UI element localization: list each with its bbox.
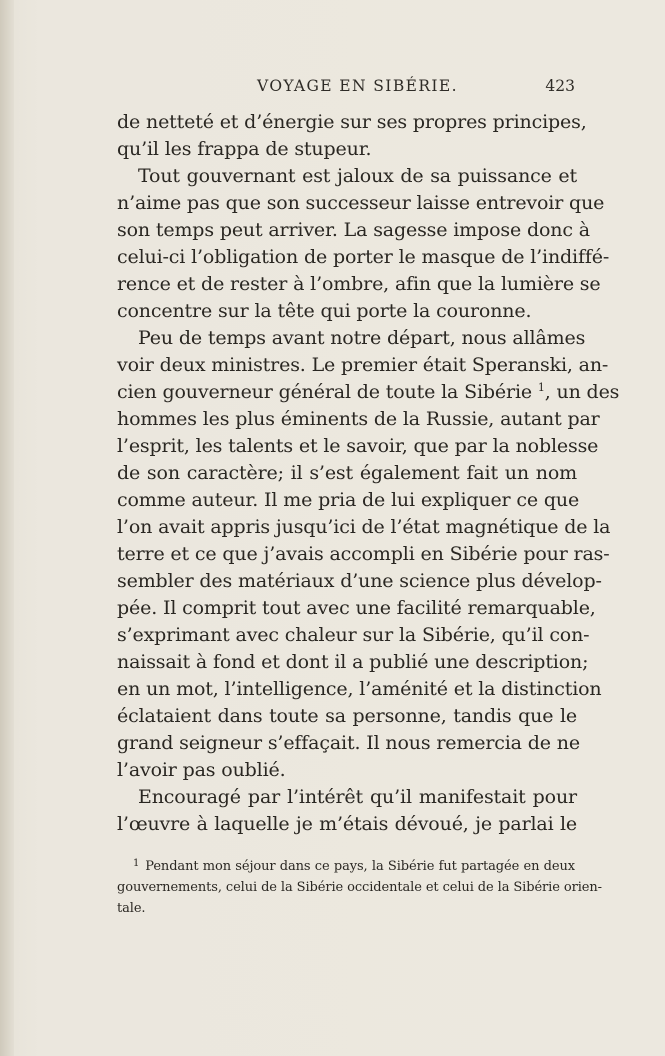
text-line: comme auteur. Il me pria de lui expliquer ce que	[117, 489, 580, 511]
text-line: éclataient dans toute sa personne, tandis que le	[117, 705, 577, 727]
text-line: n’aime pas que son successeur laisse entrevoir que	[117, 192, 605, 214]
text-line: concentre sur la tête qui porte la couronne.	[117, 300, 532, 322]
text-line: pée. Il comprit tout avec une facilité remarquable,	[117, 597, 596, 619]
footnote-reference: 1	[537, 381, 545, 394]
text-line: voir deux ministres. Le premier était Speranski, an-	[117, 354, 609, 376]
text-line: qu’il les frappa de stupeur.	[117, 138, 372, 160]
text-line: grand seigneur s’effaçait. Il nous remercia de ne	[117, 732, 580, 754]
text-line: en un mot, l’intelligence, l’aménité et la distinction	[117, 678, 602, 700]
page-header	[117, 77, 575, 101]
page-number: 423	[545, 77, 575, 95]
text-line: naissait à fond et dont il a publié une description;	[117, 651, 589, 673]
text-line: sembler des matériaux d’une science plus dévelop-	[117, 570, 602, 592]
text-line: l’avoir pas oublié.	[117, 759, 286, 781]
text-line: l’œuvre à laquelle je m’étais dévoué, je parlai le	[117, 813, 577, 835]
footnote-line	[117, 856, 575, 877]
text-line: Encouragé par l’intérêt qu’il manifestait pour	[138, 786, 577, 808]
text-line: terre et ce que j’avais accompli en Sibérie pour ras-	[117, 543, 610, 565]
text-line: Peu de temps avant notre départ, nous allâmes	[138, 327, 586, 349]
text-line: l’on avait appris jusqu’ici de l’état magnétique de la	[117, 516, 611, 538]
footnote-text: Pendant mon séjour dans ce pays, la Sibérie fut partagée en deux	[145, 859, 575, 874]
text-line: de son caractère; il s’est également fait un nom	[117, 462, 577, 484]
footnote-line: tale.	[117, 901, 146, 916]
text-line: l’esprit, les talents et le savoir, que par la noblesse	[117, 435, 599, 457]
text-line: celui-ci l’obligation de porter le masque de l’indiffé-	[117, 246, 610, 268]
body-text	[117, 109, 620, 838]
text-line: s’exprimant avec chaleur sur la Sibérie, qu’il con-	[117, 624, 590, 646]
text-line: Tout gouvernant est jaloux de sa puissance et	[138, 165, 577, 187]
footnote-line: gouvernements, celui de la Sibérie occidentale et celui de la Sibérie orien-	[117, 880, 602, 895]
footnotes	[117, 856, 602, 919]
text-line: hommes les plus éminents de la Russie, autant par	[117, 408, 600, 430]
text-line: rence et de rester à l’ombre, afin que la lumière se	[117, 273, 601, 295]
text-line: son temps peut arriver. La sagesse impose donc à	[117, 219, 590, 241]
text-segment: cien gouverneur général de toute la Sibérie	[117, 381, 532, 403]
running-title: VOYAGE EN SIBÉRIE.	[257, 77, 458, 95]
footnote-mark: 1	[133, 858, 140, 869]
text-line: de netteté et d’énergie sur ses propres principes,	[117, 111, 587, 133]
text-segment: , un des	[544, 381, 620, 403]
text-line-with-note	[117, 379, 620, 406]
page-binding-edge	[0, 0, 14, 1056]
